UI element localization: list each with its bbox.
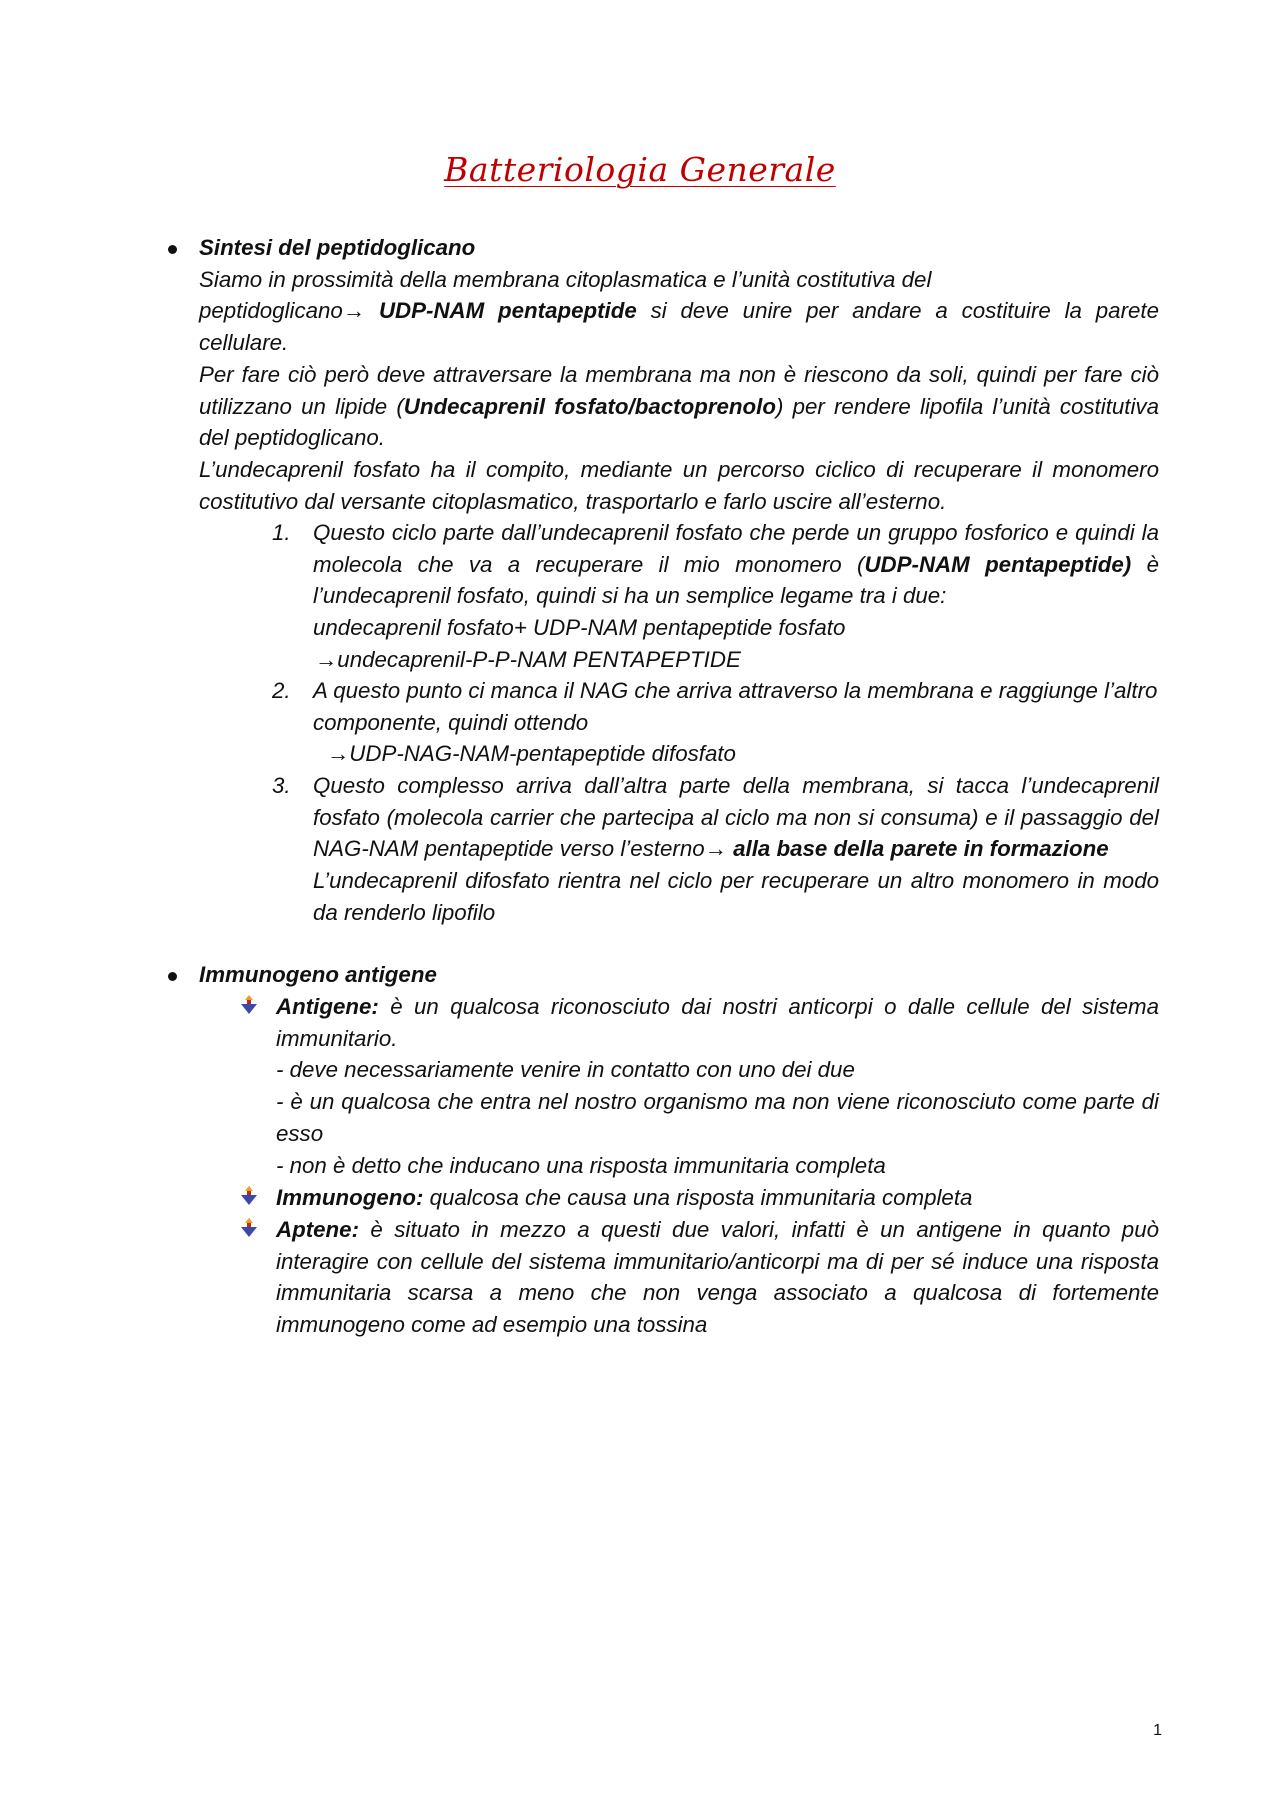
section-heading: Sintesi del peptidoglicano — [199, 235, 476, 260]
arrow-right-icon: → — [704, 836, 727, 862]
step-line: undecaprenil fosfato+ UDP-NAM pentapeptide fosfato — [313, 615, 846, 641]
list-item-aptene: Aptene: è situato in mezzo a questi due valori, infatti è un antigene in quanto può interagire con cellule del sistema immunitario/anticorpi ma di per sé induce una risposta immunitaria scarsa a meno che non venga associato a qualcosa di fortemente immunogeno come ad esempio una tossina — [276, 1217, 1159, 1338]
bullet-icon — [168, 972, 177, 981]
list-number: 1. — [272, 520, 291, 545]
paragraph: peptidoglicano→ UDP-NAM pentapeptide si deve unire per andare a costituire la parete cellulare. — [199, 298, 1159, 356]
paragraph-line: Siamo in prossimità della membrana citoplasmatica e l’unità costitutiva del — [199, 266, 932, 292]
diamond-arrow-bullet-icon — [238, 1216, 260, 1238]
page-title: Batteriologia Generale — [444, 150, 836, 189]
section-immunogeno — [199, 959, 1159, 991]
paragraph: L’undecaprenil fosfato ha il compito, mediante un percorso ciclico di recuperare il monomero costitutivo dal versante citoplasmatico, trasportarlo e farlo uscire all’esterno. — [199, 456, 1159, 514]
diamond-arrow-bullet-icon — [238, 993, 260, 1015]
list-number: 2. — [272, 678, 291, 703]
step-3: Questo complesso arriva dall’altra parte della membrana, si tacca l’undecaprenil fosfato (molecola carrier che partecipa al ciclo ma non si consuma) e il passaggio del NAG-NAM pentapeptide verso l’esterno→ alla base della parete in formazione L’undecaprenil difosfato rientra nel ciclo per recuperare un altro monomero in modo da renderlo lipofilo — [313, 773, 1159, 925]
section-heading: Immunogeno antigene — [199, 962, 437, 987]
arrow-right-icon: → — [315, 646, 338, 672]
step-1: Questo ciclo parte dall’undecaprenil fosfato che perde un gruppo fosforico e quindi la molecola che va a recuperare il mio monomero (UDP-NAM pentapeptide) è l’undecaprenil fosfato, quindi si ha un semplice legame tra i due: undecaprenil fosfato+ UDP-NAM pentapeptide fosfato →undecaprenil-P-P-NAM PENTAPEPTIDE — [313, 517, 1159, 676]
step-arrow-line: →undecaprenil-P-P-NAM PENTAPEPTIDE — [315, 646, 741, 672]
page-number: 1 — [1153, 1722, 1162, 1739]
step-arrow-line: →UDP-NAG-NAM-pentapeptide difosfato — [327, 741, 736, 767]
bullet-icon — [168, 245, 177, 254]
section-sintesi — [199, 232, 1159, 517]
arrow-right-icon: → — [327, 741, 350, 767]
list-item-immunogeno: Immunogeno: qualcosa che causa una risposta immunitaria completa — [276, 1185, 973, 1210]
paragraph: Per fare ciò però deve attraversare la membrana ma non è riescono da soli, quindi per fare ciò utilizzano un lipide (Undecaprenil fosfato/bactoprenolo) per rendere lipofila l’unità costitutiva del peptidoglicano. — [199, 361, 1159, 451]
arrow-right-icon: → — [342, 298, 366, 324]
list-number: 3. — [272, 773, 291, 798]
diamond-arrow-bullet-icon — [238, 1184, 260, 1206]
list-item-antigene: Antigene: è un qualcosa riconosciuto dai nostri anticorpi o dalle cellule del sistema immunitario. - deve necessariamente venire in contatto con uno dei due - è un qualcosa che entra nel nostro organismo ma non viene riconosciuto come parte di esso - non è detto che inducano una risposta immunitaria completa — [276, 994, 1159, 1178]
step-2: A questo punto ci manca il NAG che arriva attraverso la membrana e raggiunge l’altro componente, quindi ottendo →UDP-NAG-NAM-pentapeptide difosfato — [313, 675, 1159, 770]
